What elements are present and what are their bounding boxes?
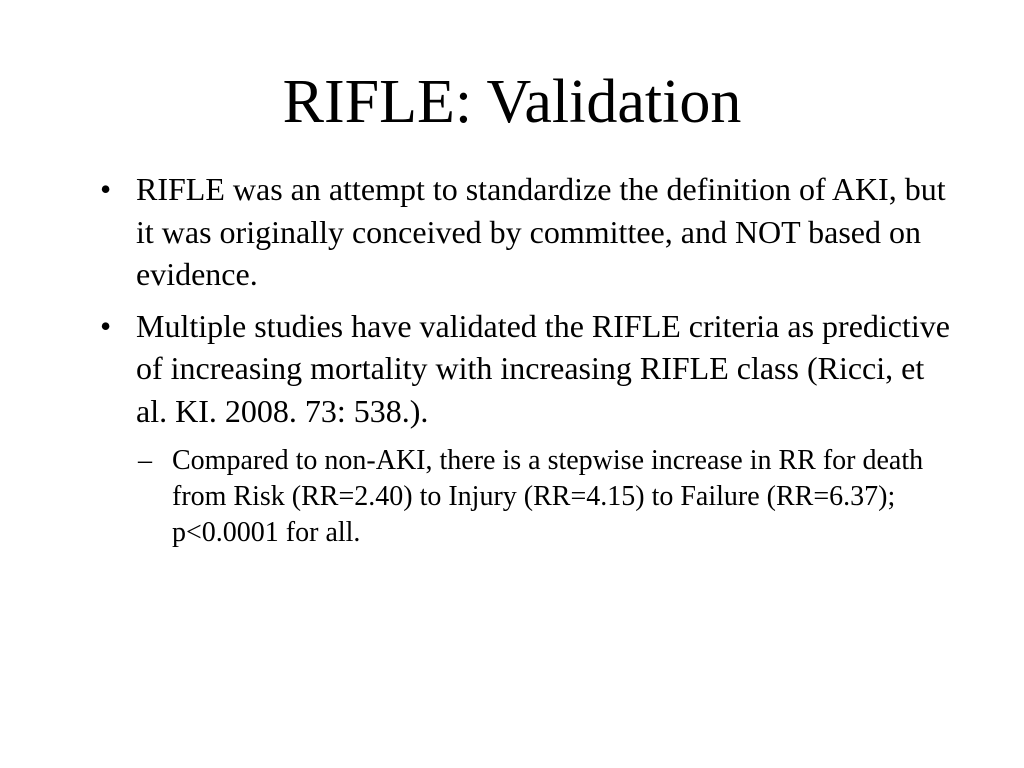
sub-bullet-list	[136, 443, 958, 551]
bullet-item	[98, 168, 958, 296]
bullet-marker: •	[100, 307, 112, 344]
bullet-list	[98, 168, 958, 560]
bullet-marker: •	[100, 171, 112, 207]
sub-bullet-text: Compared to non-AKI, there is a stepwise increase in RR for death from Risk (RR=2.40) to Injury (RR=4.15) to Failure (RR=6.37); p<0.0001 for all.	[172, 445, 924, 548]
dash-marker: –	[138, 445, 152, 476]
bullet-text: Multiple studies have validated the RIFLE criteria as predictive of increasing mortality with increasing RIFLE class (Ricci, et al. KI. 2008. 73: 538.).	[136, 307, 950, 429]
bullet-item	[98, 305, 958, 552]
bullet-text: RIFLE was an attempt to standardize the definition of AKI, but it was originally conceived by committee, and NOT based on evidence.	[136, 171, 946, 292]
slide-title: RIFLE: Validation	[282, 68, 742, 136]
sub-bullet-item	[138, 443, 958, 551]
